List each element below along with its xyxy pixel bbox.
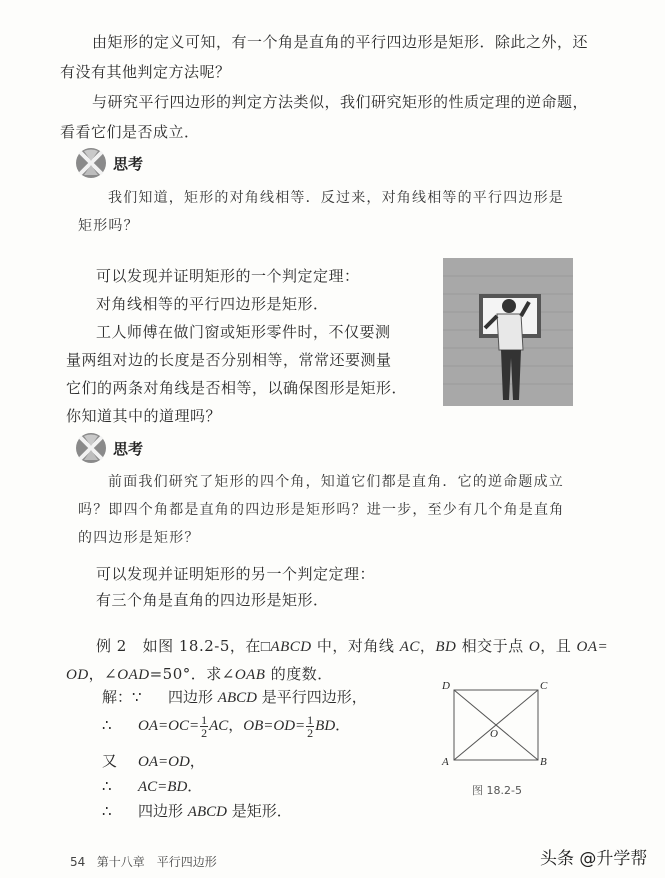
solution-math: ABCD xyxy=(217,690,257,706)
intro-paragraph-2-line-2: 看看它们是否成立． xyxy=(60,123,200,141)
rectangle-figure xyxy=(440,678,550,798)
think-2-line-1: 前面我们研究了矩形的四个角，知道它们都是直角．它的逆命题成立 xyxy=(108,474,564,490)
solution-text: 四边形 xyxy=(168,688,218,706)
page-footer xyxy=(70,853,217,870)
worker-measuring-window-illustration xyxy=(443,258,573,406)
example-text: 的度数． xyxy=(265,665,333,683)
fraction-one-half xyxy=(200,714,208,739)
also-symbol: 又 xyxy=(102,752,118,770)
example-math: BD xyxy=(435,639,457,655)
example-math: □ABCD xyxy=(260,639,312,655)
example-math: O xyxy=(528,639,541,655)
fraction-one-half xyxy=(306,714,314,739)
theorem-1-paragraph-line-4: 你知道其中的道理吗？ xyxy=(66,407,222,425)
solution-text: ， xyxy=(228,716,244,734)
intro-paragraph-1-line-1: 由矩形的定义可知，有一个角是直角的平行四边形是矩形．除此之外，还 xyxy=(92,33,589,51)
think-1-line-2: 矩形吗？ xyxy=(78,218,139,234)
think-title: 思考 xyxy=(113,439,144,458)
solution-label: 解： xyxy=(102,688,133,706)
solution-text: 是平行四边形， xyxy=(256,688,367,706)
theorem-1-paragraph-line-1: 工人师傅在做门窗或矩形零件时，不仅要测 xyxy=(96,323,391,341)
fraction-denominator: 2 xyxy=(307,725,314,740)
example-math: OAB xyxy=(234,667,266,683)
fraction-numerator: 1 xyxy=(307,712,314,727)
vertex-label-b: B xyxy=(540,756,547,768)
example-2-line-1 xyxy=(96,632,608,661)
example-text: ，且 xyxy=(540,637,577,655)
theorem-2-statement: 有三个角是直角的四边形是矩形． xyxy=(96,591,329,609)
think-title: 思考 xyxy=(113,154,144,173)
example-text: 中，对角线 xyxy=(311,637,400,655)
therefore-symbol: ∴ xyxy=(102,777,112,795)
solution-text: 四边形 xyxy=(138,802,188,820)
therefore-symbol: ∴ xyxy=(102,716,112,734)
example-text: ， xyxy=(419,637,436,655)
watermark: 头条 @升学帮 xyxy=(540,849,648,869)
solution-line-3 xyxy=(102,748,205,775)
therefore-symbol: ∴ xyxy=(102,802,112,820)
think-section-header xyxy=(75,432,143,464)
solution-line-2 xyxy=(102,712,350,739)
example-text: =50°．求∠ xyxy=(149,665,235,683)
vertex-label-c: C xyxy=(540,680,548,692)
solution-text: ． xyxy=(335,716,351,734)
thinking-icon xyxy=(75,147,107,179)
theorem-1-statement: 对角线相等的平行四边形是矩形． xyxy=(96,295,329,313)
solution-math: OA=OC= xyxy=(138,718,200,734)
example-text: ，∠ xyxy=(88,665,118,683)
solution-text: 是矩形． xyxy=(226,802,292,820)
theorem-1-paragraph-line-3: 它们的两条对角线是否相等，以确保图形是矩形． xyxy=(66,379,408,397)
think-section-header xyxy=(75,147,143,179)
theorem-1-intro: 可以发现并证明矩形的一个判定定理： xyxy=(96,267,360,285)
vertex-label-a: A xyxy=(442,756,449,768)
figure-caption: 图 18.2-5 xyxy=(472,784,522,797)
think-1-line-1: 我们知道，矩形的对角线相等．反过来，对角线相等的平行四边形是 xyxy=(108,190,564,206)
theorem-2-intro: 可以发现并证明矩形的另一个判定定理： xyxy=(96,565,376,583)
solution-math: OA=OD xyxy=(138,754,190,770)
solution-line-5 xyxy=(102,798,292,825)
solution-math: ABCD xyxy=(187,804,227,820)
example-math: OA= xyxy=(576,639,609,655)
theorem-1-paragraph-line-2: 量两组对边的长度是否分别相等，常常还要测量 xyxy=(66,351,392,369)
example-text: 相交于点 xyxy=(456,637,529,655)
solution-line-4 xyxy=(102,773,202,800)
example-label: 例 2 xyxy=(96,637,127,655)
fraction-numerator: 1 xyxy=(201,712,208,727)
chapter-title: 第十八章 平行四边形 xyxy=(96,855,217,869)
example-text: 如图 18.2-5，在 xyxy=(142,637,261,655)
example-math: AC xyxy=(399,639,420,655)
solution-math: BD xyxy=(315,718,336,734)
think-2-line-2: 吗？即四个角都是直角的四边形是矩形吗？进一步，至少有几个角是直角 xyxy=(78,502,565,518)
solution-math: AC xyxy=(209,718,229,734)
thinking-icon xyxy=(75,432,107,464)
solution-text: ， xyxy=(189,752,205,770)
vertex-label-d: D xyxy=(442,680,450,692)
solution-text: ． xyxy=(187,777,203,795)
page-number: 54 xyxy=(70,855,86,869)
center-label-o: O xyxy=(490,728,498,740)
example-math: OD xyxy=(66,667,89,683)
because-symbol: ∵ xyxy=(132,688,142,706)
solution-math: OB=OD= xyxy=(243,718,306,734)
example-math: OAD xyxy=(117,667,150,683)
think-2-line-3: 的四边形是矩形？ xyxy=(78,530,200,546)
fraction-denominator: 2 xyxy=(201,725,208,740)
solution-line-1 xyxy=(102,684,367,711)
intro-paragraph-1-line-2: 有没有其他判定方法呢？ xyxy=(60,63,231,81)
solution-math: AC=BD xyxy=(138,779,188,795)
intro-paragraph-2-line-1: 与研究平行四边形的判定方法类似，我们研究矩形的性质定理的逆命题， xyxy=(92,93,589,111)
